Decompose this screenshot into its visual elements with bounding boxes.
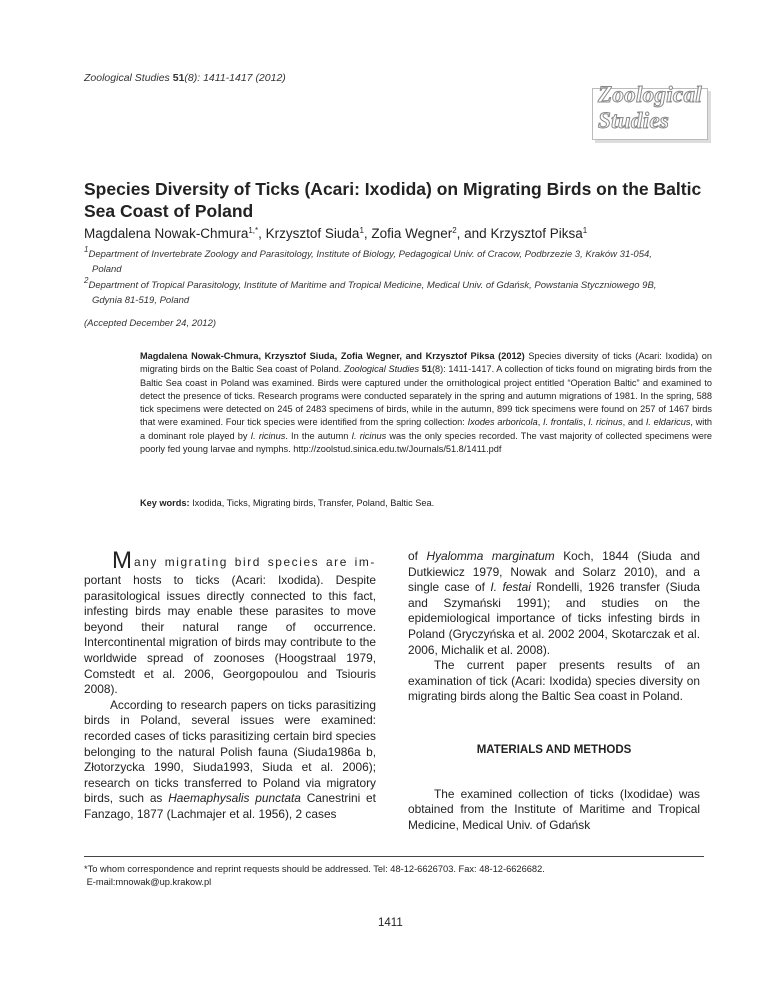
body-paragraph: The current paper presents results of an examination of tick (Acari: Ixodida) species diversity on migrating birds along the Baltic Sea coast in Poland. — [408, 658, 700, 704]
abstract: Magdalena Nowak-Chmura, Krzysztof Siuda, Zofia Wegner, and Krzysztof Piksa (2012) Species diversity of ticks (Acari: Ixodida) on migrating birds on the Baltic Sea coast of Poland. Zoological Studies 51(8): 1411-1417. A collection of ticks found on migrating birds from the Baltic Sea coast in Poland was examined. Birds were captured under the ornithological project entitled “Operation Baltic” and examined to detect the presence of ticks. Research programs were conducted separately in the spring and autumn migrations of 1981. In the spring, 588 tick specimens were detected on 245 of 2483 specimens of birds, while in the autumn, 899 tick specimens were found on 257 of 1467 birds that were examined. Four tick species were identified from the spring collection: Ixodes arboricola, I. frontalis, I. ricinus, and I. eldaricus, with a dominant role played by I. ricinus. In the autumn I. ricinus was the only species recorded. The vast majority of collected specimens were poorly fed young larvae and nymphs. http://zoolstud.sinica.edu.tw/Journals/51.8/1411.pdf — [140, 351, 713, 455]
journal-citation — [84, 72, 286, 84]
right-column — [408, 549, 700, 833]
intro-paragraph: Many migrating bird species are im- portant hosts to ticks (Acari: Ixodida). Despite parasitological issues directly connected to this fact, infesting birds may enable these parasites to move beyond their natural range of occurrence. Intercontinental migration of birds may contribute to the worldwide spread of zoonoses (Hoogstraal 1979, Comstedt et al. 2006, Georgopoulou and Tsiouris 2008). — [84, 547, 376, 697]
journal-name: Zoological Studies — [84, 72, 170, 84]
author-list: Magdalena Nowak-Chmura$^{1,*}$, Krzysztof Siuda$^1$, Zofia Wegner$^2$, and Krzysztof Piksa$^1$ — [84, 226, 588, 241]
author-name: Zofia Wegner — [371, 226, 453, 241]
drop-cap: M — [112, 547, 132, 574]
affiliation-1: $^1$Department of Invertebrate Zoology and Parasitology, Institute of Biology, Pedagogical Univ. of Cracow, Podbrzezie 3, Kraków 31-054, Poland — [84, 245, 652, 275]
correspondence-footnote: *To whom correspondence and reprint requests should be addressed. Tel: 48-12-6626703. Fax: 48-12-6626682. E-mail:mnowak@up.krakow.pl — [84, 864, 545, 887]
journal-logo — [592, 80, 712, 140]
article-title: Species Diversity of Ticks (Acari: Ixodida) on Migrating Birds on the Baltic Sea Coast of Poland — [84, 179, 702, 221]
page-number: 1411 — [378, 917, 403, 929]
footnote-divider — [84, 856, 704, 857]
author-name: Krzysztof Siuda — [265, 226, 360, 241]
logo-text: Zoological Studies — [598, 82, 702, 133]
section-heading: MATERIALS AND METHODS — [476, 743, 632, 756]
keywords: Key words: Ixodida, Ticks, Migrating birds, Transfer, Poland, Baltic Sea. — [140, 498, 435, 508]
author-name: Magdalena Nowak-Chmura — [84, 226, 249, 241]
author-name: Krzysztof Piksa — [490, 226, 583, 241]
body-paragraph: The examined collection of ticks (Ixodidae) was obtained from the Institute of Maritime and Tropical Medicine, Medical Univ. of Gdańsk — [408, 786, 700, 832]
accepted-date: (Accepted December 24, 2012) — [84, 318, 217, 329]
journal-volume: 51 — [172, 72, 185, 84]
body-paragraph: According to research papers on ticks parasitizing birds in Poland, several issues were examined: recorded cases of ticks parasitizing certain bird species belonging to the natural Polish fauna (Siuda1986a b, Złotorzycka 1990, Siuda1993, Siuda et al. 2006); research on ticks transferred to Poland via migratory birds, such as Haemaphysalis punctata Canestrini et Fanzago, 1877 (Lachmajer et al. 1956), 2 cases — [84, 697, 376, 821]
email-address: E-mail:mnowak@up.krakow.pl — [86, 876, 212, 887]
journal-issue-pages: (8): 1411-1417 (2012) — [184, 72, 286, 84]
body-paragraph: of Hyalomma marginatum Koch, 1844 (Siuda and Dutkiewicz 1979, Nowak and Solarz 2010), and a single case of I. festai Rondelli, 1926 transfer (Siuda and Szymański 1991); and studies on the epidemiological importance of ticks infesting birds in Poland (Gryczyńska et al. 2002 2004, Skotarczak et al. 2006, Michalik et al. 2008). — [408, 549, 700, 657]
affiliation-2: $^2$Department of Tropical Parasitology, Institute of Maritime and Tropical Medicine, Medical Univ. of Gdańsk, Powstania Styczniowego 9B, Gdynia 81-519, Poland — [84, 276, 657, 306]
left-column — [84, 549, 376, 823]
